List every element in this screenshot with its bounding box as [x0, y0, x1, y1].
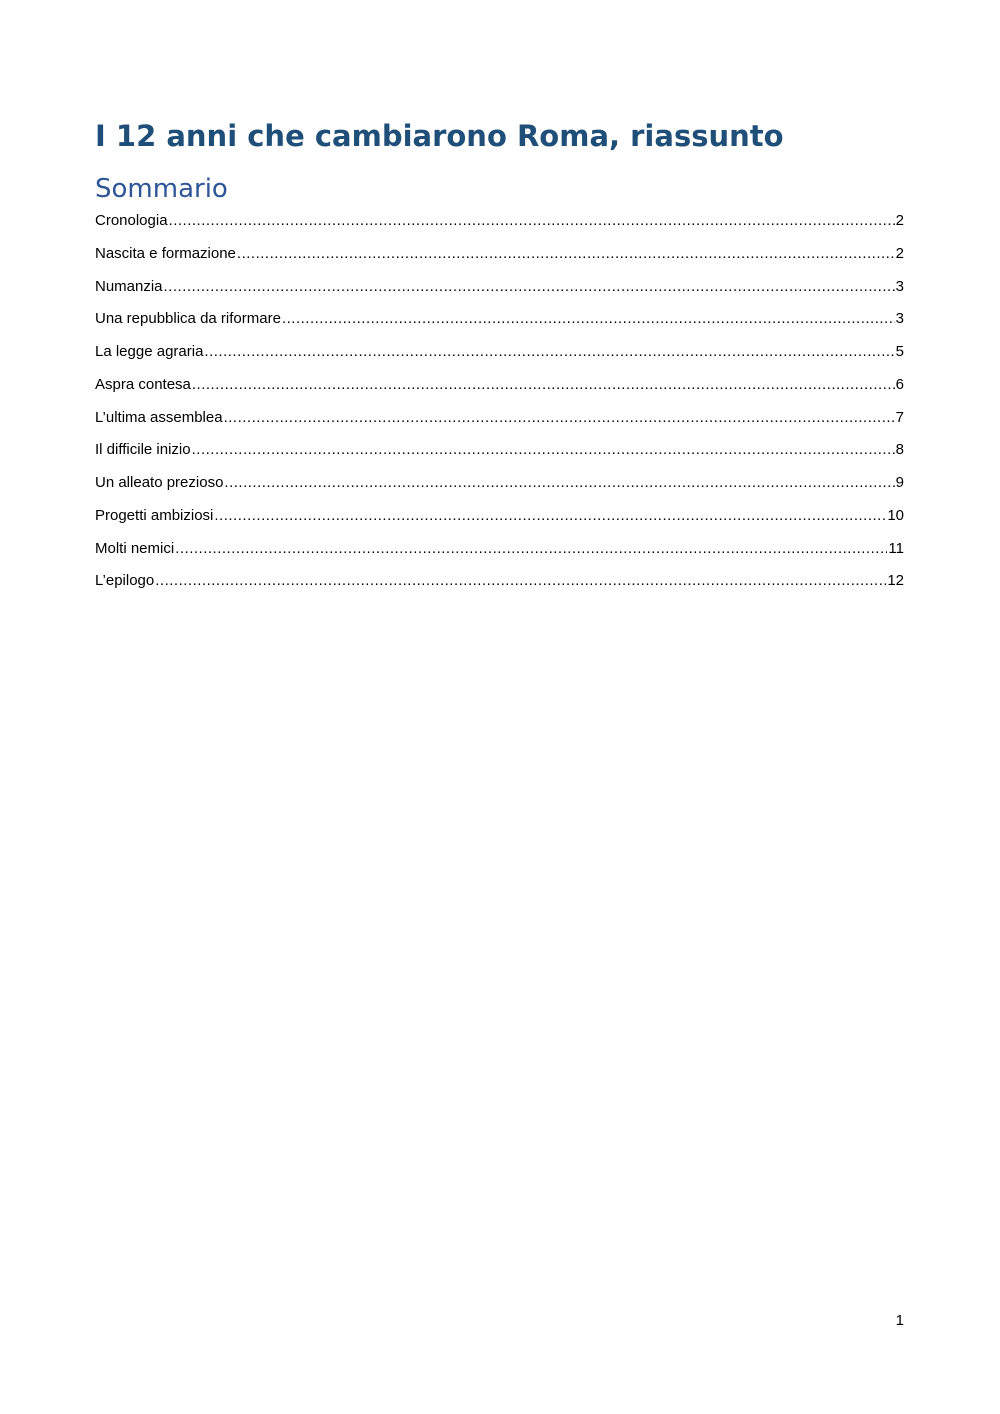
- toc-entry-label: Cronologia: [95, 212, 168, 229]
- toc-entry-page: 2: [895, 244, 904, 262]
- toc-leader: [214, 502, 886, 530]
- toc-entry[interactable]: [95, 273, 904, 306]
- toc-entry[interactable]: [95, 469, 904, 502]
- toc-entry[interactable]: [95, 567, 904, 600]
- toc-leader: [192, 436, 895, 464]
- toc-leader: [155, 567, 886, 595]
- toc-entry-label: Il difficile inizio: [95, 441, 191, 459]
- toc-entry[interactable]: [95, 371, 904, 404]
- toc-leader: [164, 273, 895, 301]
- toc-entry-page: 6: [895, 375, 904, 393]
- toc-leader: [192, 371, 895, 399]
- toc-entry[interactable]: [95, 502, 904, 535]
- toc-entry[interactable]: [95, 338, 904, 371]
- toc-entry-label: Numanzia: [95, 277, 163, 295]
- toc-entry-page: 7: [895, 408, 904, 426]
- toc-entry-page: 11: [888, 539, 904, 557]
- toc-leader: [175, 535, 887, 563]
- toc-entry-page: 8: [895, 441, 904, 459]
- toc-entry[interactable]: [95, 535, 904, 568]
- toc-entry-page: 2: [895, 212, 904, 229]
- toc-leader: [237, 240, 895, 268]
- toc-leader: [169, 207, 895, 235]
- toc-leader: [224, 404, 895, 432]
- document-title: I 12 anni che cambiarono Roma, riassunto: [95, 119, 784, 153]
- toc-entry-label: Progetti ambiziosi: [95, 506, 214, 524]
- toc-entry[interactable]: [95, 305, 904, 338]
- toc-entry[interactable]: [95, 436, 904, 469]
- toc-entry-page: 5: [895, 343, 904, 360]
- toc-entry-page: 3: [895, 310, 904, 328]
- toc-entry-label: Nascita e formazione: [95, 244, 236, 262]
- toc-entry-page: 10: [887, 506, 904, 524]
- toc-entry-label: La legge agraria: [95, 343, 204, 360]
- toc-leader: [282, 305, 895, 333]
- toc-leader: [204, 338, 894, 366]
- toc-heading: Sommario: [95, 174, 228, 204]
- toc-entry-label: L’epilogo: [95, 572, 155, 590]
- page-number: 1: [895, 1312, 904, 1329]
- toc-entry-label: Molti nemici: [95, 539, 175, 557]
- toc-entry-label: Aspra contesa: [95, 375, 191, 393]
- toc-entry[interactable]: [95, 404, 904, 437]
- toc-entry-page: 3: [895, 277, 904, 295]
- toc-entry-page: 9: [895, 474, 904, 491]
- table-of-contents: [95, 207, 904, 600]
- toc-leader: [224, 469, 894, 497]
- toc-entry[interactable]: [95, 240, 904, 273]
- toc-entry-label: Un alleato prezioso: [95, 474, 224, 491]
- toc-entry-page: 12: [887, 572, 904, 590]
- toc-entry-label: Una repubblica da riformare: [95, 310, 281, 328]
- toc-entry[interactable]: [95, 207, 904, 240]
- toc-entry-label: L’ultima assemblea: [95, 408, 223, 426]
